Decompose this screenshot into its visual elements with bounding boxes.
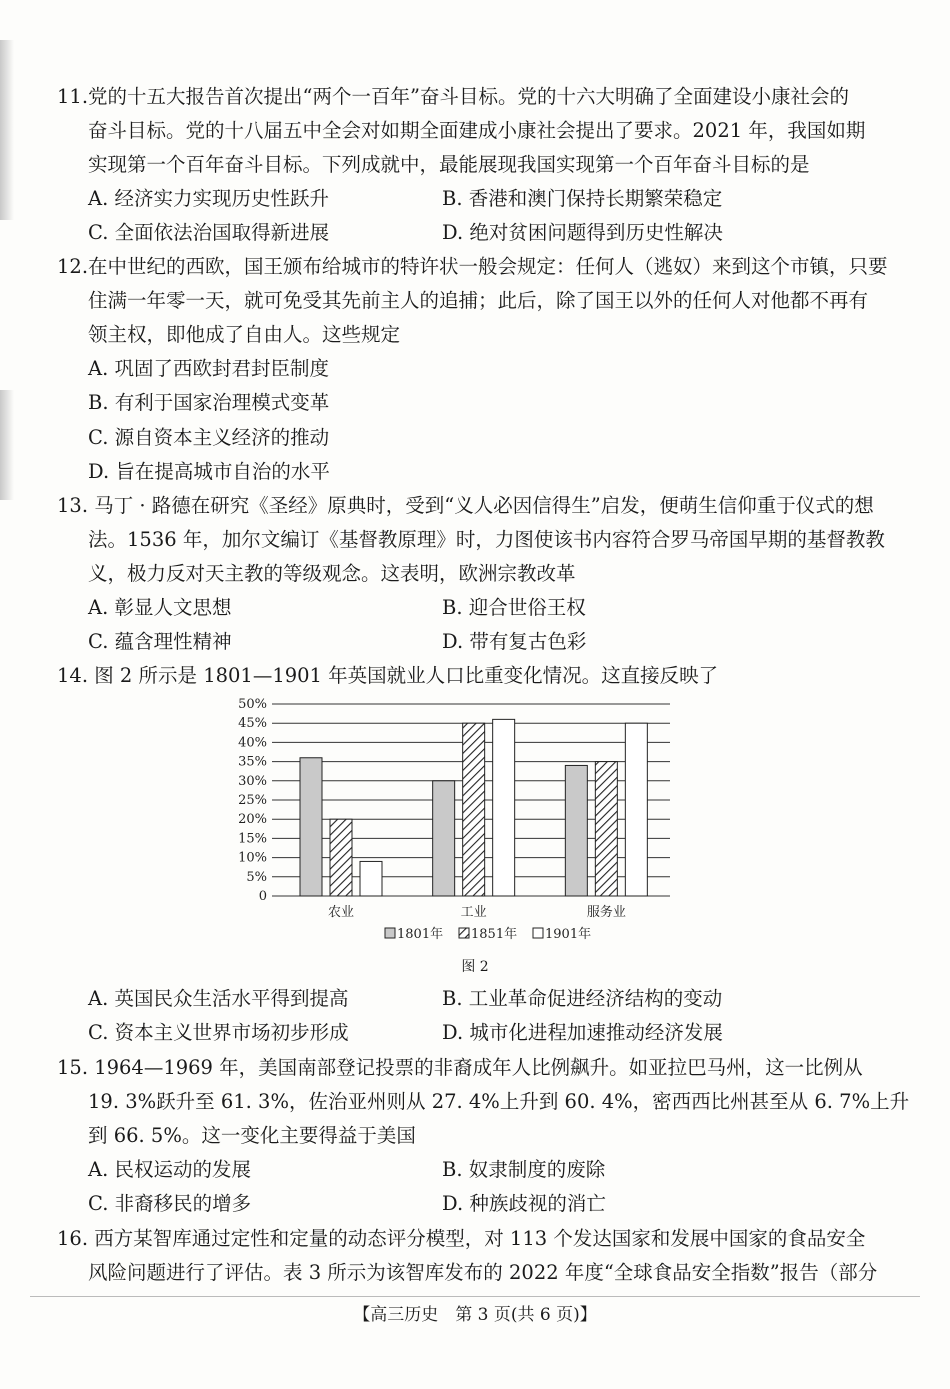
bar-工业-1901年: [493, 719, 515, 896]
q11-option-b: B. 香港和澳门保持长期繁荣稳定: [442, 187, 723, 210]
q15-stem-line-3: 到 66. 5%。这一变化主要得益于美国: [88, 1124, 416, 1147]
y-tick-label: 40%: [238, 735, 267, 751]
q11-stem-line-3: 实现第一个百年奋斗目标。下列成就中，最能展现我国实现第一个百年奋斗目标的是: [88, 153, 810, 176]
q13-option-a: A. 彰显人文思想: [88, 596, 232, 619]
legend-swatch: [459, 928, 469, 938]
bar-工业-1851年: [463, 723, 485, 896]
q11-stem-line-1: 11.党的十五大报告首次提出“两个一百年”奋斗目标。党的十六大明确了全面建设小康社会的: [57, 85, 849, 108]
q11-option-d: D. 绝对贫困问题得到历史性解决: [442, 221, 723, 244]
footer-divider: [30, 1296, 920, 1297]
q13-option-d: D. 带有复古色彩: [442, 630, 587, 653]
y-tick-label: 45%: [238, 716, 267, 732]
employment-bar-chart: [220, 690, 700, 950]
page-footer: 【高三历史 第 3 页(共 6 页)】: [353, 1305, 597, 1325]
q14-option-a: A. 英国民众生活水平得到提高: [88, 987, 349, 1010]
q15-option-a: A. 民权运动的发展: [88, 1158, 251, 1181]
bar-服务业-1851年: [595, 762, 617, 896]
q15-option-b: B. 奴隶制度的废除: [442, 1158, 606, 1181]
legend-label: 1901年: [545, 927, 592, 942]
q12-stem-line-1: 12.在中世纪的西欧，国王颁布给城市的特许状一般会规定：任何人（逃奴）来到这个市镇，只要: [57, 255, 888, 278]
employment-bar-chart-svg: [220, 690, 700, 950]
q16-stem-line-2: 风险问题进行了评估。表 3 所示为该智库发布的 2022 年度“全球食品安全指数”报告（部分: [88, 1261, 878, 1284]
y-tick-label: 35%: [238, 754, 267, 770]
legend-swatch: [385, 928, 395, 938]
y-tick-label: 20%: [238, 812, 267, 828]
q12-option-d: D. 旨在提高城市自治的水平: [88, 460, 330, 483]
q15-option-d: D. 种族歧视的消亡: [442, 1192, 606, 1215]
legend-swatch: [533, 928, 543, 938]
q11-stem-line-2: 奋斗目标。党的十八届五中全会对如期全面建成小康社会提出了要求。2021 年，我国如期: [88, 119, 866, 142]
legend-label: 1801年: [397, 927, 444, 942]
bar-服务业-1801年: [565, 765, 587, 896]
bar-农业-1851年: [330, 819, 352, 896]
y-tick-label: 10%: [238, 850, 267, 866]
q14-option-b: B. 工业革命促进经济结构的变动: [442, 987, 723, 1010]
bar-农业-1901年: [360, 861, 382, 896]
q11-option-a: A. 经济实力实现历史性跃升: [88, 187, 329, 210]
y-tick-label: 5%: [246, 869, 267, 885]
q15-stem-line-1: 15. 1964—1969 年，美国南部登记投票的非裔成年人比例飙升。如亚拉巴马州，这一比例从: [57, 1056, 863, 1079]
q16-stem-line-1: 16. 西方某智库通过定性和定量的动态评分模型，对 113 个发达国家和发展中国家的食品安全: [57, 1227, 866, 1250]
q14-option-c: C. 资本主义世界市场初步形成: [88, 1021, 349, 1044]
q13-option-b: B. 迎合世俗王权: [442, 596, 586, 619]
figure-caption: 图 2: [461, 959, 489, 975]
y-tick-label: 50%: [238, 697, 267, 712]
q13-option-c: C. 蕴含理性精神: [88, 630, 232, 653]
legend-label: 1851年: [471, 927, 518, 942]
q13-stem-line-3: 义，极力反对天主教的等级观念。这表明，欧洲宗教改革: [88, 562, 576, 585]
x-category-label: 工业: [460, 905, 487, 920]
y-tick-label: 25%: [238, 793, 267, 808]
bar-农业-1801年: [300, 758, 322, 896]
bar-工业-1801年: [433, 781, 455, 896]
q11-option-c: C. 全面依法治国取得新进展: [88, 221, 330, 244]
q12-stem-line-3: 领主权，即他成了自由人。这些规定: [88, 323, 401, 346]
x-category-label: 服务业: [586, 905, 626, 920]
q13-stem-line-2: 法。1536 年，加尔文编订《基督教原理》时，力图使该书内容符合罗马帝国早期的基督教教: [88, 528, 885, 551]
bar-服务业-1901年: [625, 723, 647, 896]
q12-option-b: B. 有利于国家治理模式变革: [88, 391, 330, 414]
q14-option-d: D. 城市化进程加速推动经济发展: [442, 1021, 723, 1044]
q15-option-c: C. 非裔移民的增多: [88, 1192, 252, 1215]
y-tick-label: 15%: [238, 831, 267, 847]
q12-stem-line-2: 住满一年零一天，就可免受其先前主人的追捕；此后，除了国王以外的任何人对他都不再有: [88, 289, 869, 312]
y-tick-label: 0: [258, 889, 267, 904]
y-tick-label: 30%: [238, 773, 267, 789]
x-category-label: 农业: [327, 905, 355, 920]
q12-option-a: A. 巩固了西欧封君封臣制度: [88, 357, 329, 380]
q13-stem-line-1: 13. 马丁 · 路德在研究《圣经》原典时，受到“义人必因信得生”启发，便萌生信仰重于仪式的想: [57, 494, 874, 517]
q12-option-c: C. 源自资本主义经济的推动: [88, 426, 330, 449]
q14-stem-line-1: 14. 图 2 所示是 1801—1901 年英国就业人口比重变化情况。这直接反映了: [57, 664, 719, 687]
q15-stem-line-2: 19. 3%跃升至 61. 3%，佐治亚州则从 27. 4%上升到 60. 4%，密西西比州甚至从 6. 7%上升: [88, 1090, 910, 1113]
